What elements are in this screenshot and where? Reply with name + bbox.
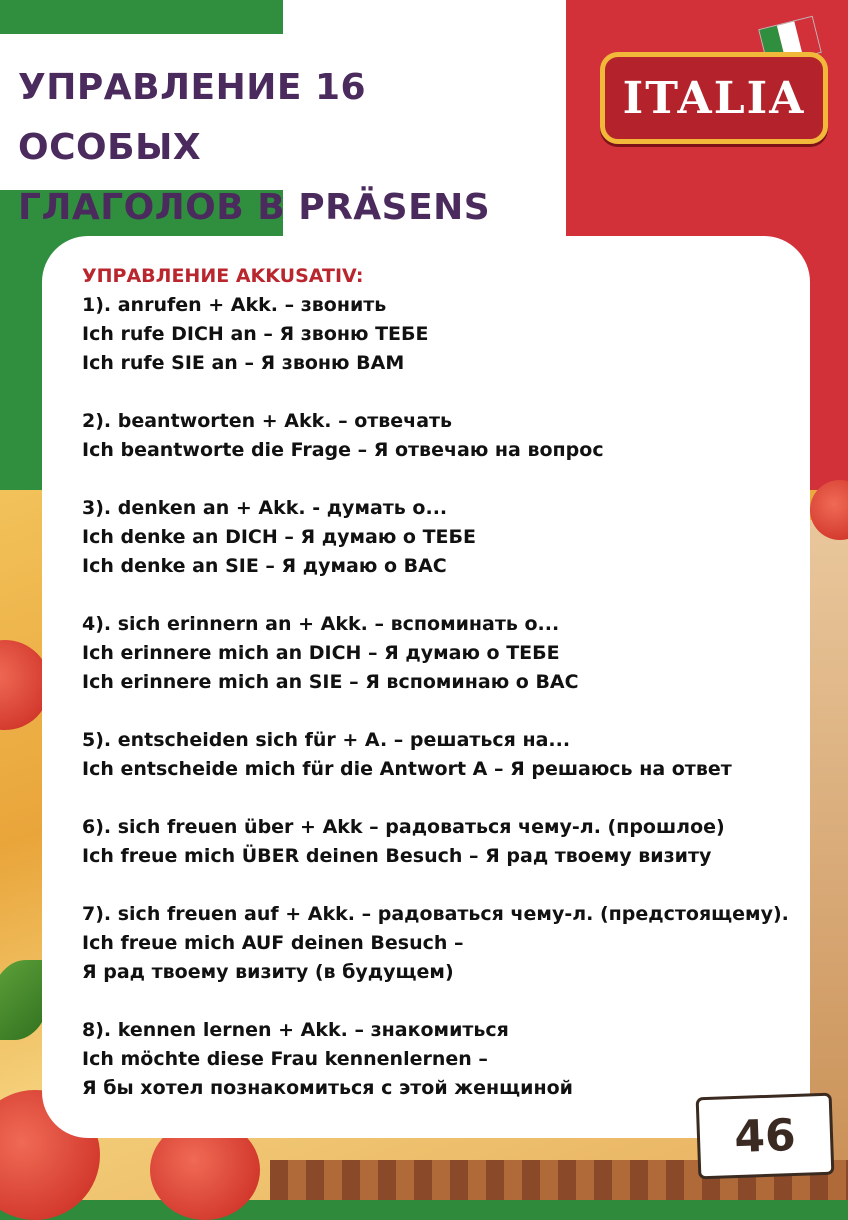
page-number-badge: [699, 1096, 832, 1176]
entry-line: 1). anrufen + Akk. – звонить: [82, 294, 387, 316]
entry-line: Ich entscheide mich für die Antwort A – Я решаюсь на ответ: [82, 758, 732, 780]
entry-line: Ich erinnere mich an SIE – Я вспоминаю о ВАС: [82, 671, 579, 693]
verb-entry-2: [82, 407, 790, 465]
entry-line: 6). sich freuen über + Akk – радоваться чему-л. (прошлое): [82, 816, 725, 838]
entry-line: 2). beantworten + Akk. – отвечать: [82, 410, 453, 432]
entry-line: Ich beantworte die Frage – Я отвечаю на вопрос: [82, 439, 604, 461]
logo-text: ITALIA: [622, 72, 806, 124]
section-heading: УПРАВЛЕНИЕ AKKUSATIV:: [82, 265, 364, 287]
verb-entry-1: [82, 291, 790, 378]
entry-line: Ich möchte diese Frau kennenlernen –: [82, 1048, 488, 1070]
page-title: [18, 58, 558, 238]
title-line-1: УПРАВЛЕНИЕ 16 ОСОБЫХ: [18, 67, 367, 168]
flag-green-stripe-top: [0, 0, 283, 34]
entry-line: 7). sich freuen auf + Akk. – радоваться чему-л. (предстоящему).: [82, 903, 789, 925]
verb-entry-6: [82, 813, 790, 871]
title-line-2: ГЛАГОЛОВ В PRÄSENS: [18, 187, 491, 228]
entry-line: Ich freue mich ÜBER deinen Besuch – Я рад твоему визиту: [82, 845, 712, 867]
page-number: 46: [733, 1109, 797, 1163]
entry-line: Ich denke an SIE – Я думаю о ВАС: [82, 555, 447, 577]
verb-entry-3: [82, 494, 790, 581]
entry-line: 8). kennen lernen + Akk. – знакомиться: [82, 1019, 509, 1041]
verb-entry-5: [82, 726, 790, 784]
italia-logo: [600, 52, 828, 144]
content-card: [42, 236, 810, 1138]
entry-line: Ich rufe SIE an – Я звоню ВАМ: [82, 352, 405, 374]
verb-entry-7: [82, 900, 790, 987]
entry-line: 4). sich erinnern an + Akk. – вспоминать о...: [82, 613, 560, 635]
verb-entry-8: [82, 1016, 790, 1103]
entry-line: Я бы хотел познакомиться с этой женщиной: [82, 1077, 573, 1099]
entry-line: Ich rufe DICH an – Я звоню ТЕБЕ: [82, 323, 429, 345]
entry-line: Ich erinnere mich an DICH – Я думаю о ТЕБЕ: [82, 642, 560, 664]
entry-line: Я рад твоему визиту (в будущем): [82, 961, 454, 983]
entry-line: 5). entscheiden sich für + A. – решаться на...: [82, 729, 571, 751]
verb-entry-4: [82, 610, 790, 697]
entry-line: 3). denken an + Akk. - думать о...: [82, 497, 448, 519]
entry-line: Ich denke an DICH – Я думаю о ТЕБЕ: [82, 526, 476, 548]
entry-line: Ich freue mich AUF deinen Besuch –: [82, 932, 464, 954]
